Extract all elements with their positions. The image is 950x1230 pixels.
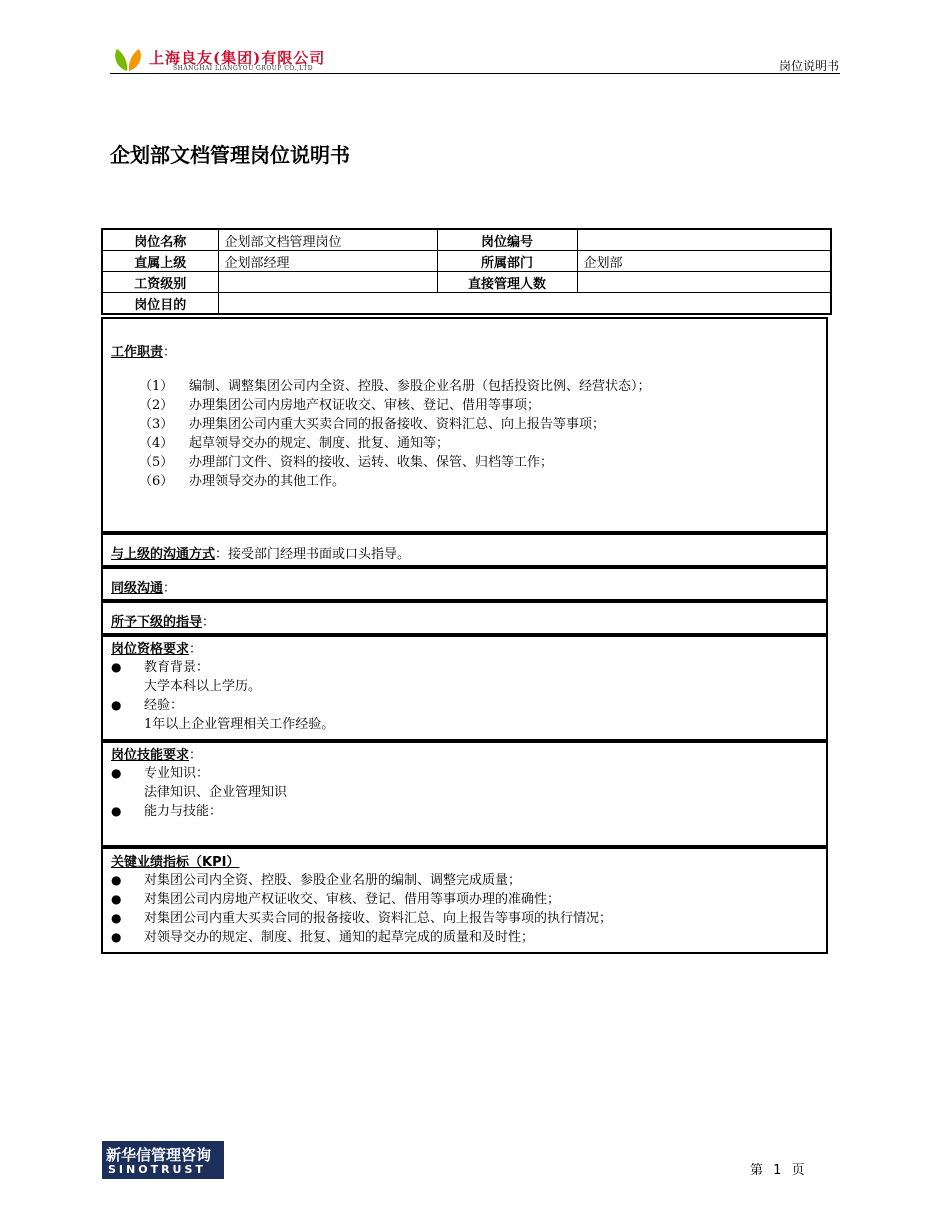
comm-superior-colon: ： — [215, 547, 229, 562]
header-rule — [110, 73, 840, 74]
page-suffix: 页 — [791, 1163, 805, 1178]
comm-peer-title: 同级沟通 — [111, 581, 164, 596]
duties-colon: ： — [163, 345, 177, 360]
duties-heading — [111, 341, 176, 360]
duty-text: 起草领导交办的规定、制度、批复、通知等； — [189, 436, 450, 451]
list-item — [111, 907, 612, 926]
kpi-section — [101, 847, 828, 954]
edu-value: 大学本科以上学历。 — [144, 679, 262, 694]
superior-label: 直属上级 — [102, 251, 218, 272]
duty-item — [139, 413, 605, 432]
superior-value: 企划部经理 — [218, 251, 437, 272]
guidance-colon: ： — [202, 615, 216, 630]
qualification-colon: ： — [189, 642, 203, 657]
comm-superior-text: 接受部门经理书面或口头指导。 — [228, 547, 411, 562]
job-name-label: 岗位名称 — [102, 229, 218, 251]
duty-text: 办理集团公司内房地产权证收交、审核、登记、借用等事项； — [189, 398, 541, 413]
salary-value — [218, 272, 437, 293]
list-item — [111, 888, 560, 907]
kpi-text: 对集团公司内房地产权证收交、审核、登记、借用等事项办理的准确性； — [144, 892, 561, 907]
job-name-value: 企划部文档管理岗位 — [218, 229, 437, 251]
duty-text: 编制、调整集团公司内全资、控股、参股企业名册（包括投资比例、经营状态）； — [189, 379, 651, 394]
direct-reports-value — [577, 272, 831, 293]
kpi-title: 关键业绩指标（KPI） — [111, 855, 240, 870]
duty-num: （2） — [139, 398, 174, 413]
comm-peer-line — [111, 577, 176, 596]
guidance-line — [111, 611, 215, 630]
knowledge-label: 专业知识： — [144, 766, 210, 781]
guidance-section — [101, 601, 828, 635]
duty-num: （5） — [139, 455, 174, 470]
qualification-heading — [111, 638, 202, 657]
qualification-section — [101, 635, 828, 741]
duty-text: 办理集团公司内重大买卖合同的报备接收、资料汇总、向上报告等事项； — [189, 417, 606, 432]
bullet-icon: ● — [111, 873, 122, 887]
job-info-table — [101, 228, 832, 315]
comm-peer-section — [101, 567, 828, 601]
sinotrust-logo — [102, 1141, 224, 1179]
page-number — [750, 1159, 805, 1178]
edu-label: 教育背景： — [144, 660, 210, 675]
company-name-en: SHANGHAI LIANGYOU GROUP CO.,LTD — [173, 65, 314, 72]
comm-superior-section — [101, 533, 828, 567]
salary-label: 工资级别 — [102, 272, 218, 293]
duty-item — [139, 432, 449, 451]
knowledge-value: 法律知识、企业管理知识 — [144, 785, 288, 800]
job-code-label: 岗位编号 — [437, 229, 577, 251]
sinotrust-logo-cn: 新华信管理咨询 — [106, 1146, 212, 1164]
duty-item — [139, 375, 651, 394]
bullet-icon: ● — [111, 766, 122, 780]
purpose-label: 岗位目的 — [102, 293, 218, 315]
duties-section — [101, 317, 828, 533]
job-code-value — [577, 229, 831, 251]
header-doc-type: 岗位说明书 — [778, 59, 839, 73]
bullet-icon: ● — [111, 892, 122, 906]
direct-reports-label: 直接管理人数 — [437, 272, 577, 293]
duty-num: （6） — [139, 474, 174, 489]
skills-colon: ： — [189, 748, 203, 763]
sinotrust-logo-en: SINOTRUST — [108, 1163, 206, 1176]
leaf-logo-icon — [113, 47, 143, 73]
ability-label: 能力与技能： — [144, 804, 223, 819]
dept-label: 所属部门 — [437, 251, 577, 272]
list-item — [111, 656, 209, 675]
duty-item — [139, 470, 345, 489]
bullet-icon: ● — [111, 804, 122, 818]
company-logo — [113, 45, 353, 75]
page-title: 企划部文档管理岗位说明书 — [110, 143, 350, 167]
duty-text: 办理领导交办的其他工作。 — [189, 474, 346, 489]
page-prefix: 第 — [750, 1163, 764, 1178]
table-row — [102, 293, 831, 315]
exp-label: 经验： — [144, 698, 184, 713]
duties-title: 工作职责 — [111, 345, 164, 360]
skills-heading — [111, 744, 202, 763]
duty-num: （3） — [139, 417, 174, 432]
duty-num: （4） — [139, 436, 174, 451]
skills-title: 岗位技能要求 — [111, 748, 190, 763]
bullet-icon: ● — [111, 698, 122, 712]
company-name-cn: 上海良友(集团)有限公司 — [149, 49, 326, 67]
comm-superior-title: 与上级的沟通方式 — [111, 547, 216, 562]
list-item — [111, 694, 183, 713]
kpi-text: 对集团公司内全资、控股、参股企业名册的编制、调整完成质量； — [144, 873, 522, 888]
kpi-text: 对领导交办的规定、制度、批复、通知的起草完成的质量和及时性； — [144, 930, 535, 945]
kpi-text: 对集团公司内重大买卖合同的报备接收、资料汇总、向上报告等事项的执行情况； — [144, 911, 613, 926]
exp-value: 1年以上企业管理相关工作经验。 — [144, 717, 335, 732]
duty-num: （1） — [139, 379, 174, 394]
table-row — [102, 229, 831, 251]
comm-superior-line — [111, 543, 410, 562]
table-row — [102, 272, 831, 293]
duty-item — [139, 451, 553, 470]
duty-item — [139, 394, 540, 413]
list-item — [111, 800, 222, 819]
dept-value: 企划部 — [577, 251, 831, 272]
bullet-icon: ● — [111, 911, 122, 925]
purpose-value — [218, 293, 831, 315]
qualification-title: 岗位资格要求 — [111, 642, 190, 657]
list-item — [111, 762, 209, 781]
table-row — [102, 251, 831, 272]
skills-section — [101, 741, 828, 847]
comm-peer-colon: ： — [163, 581, 177, 596]
page-number-value: 1 — [773, 1163, 782, 1178]
duty-text: 办理部门文件、资料的接收、运转、收集、保管、归档等工作； — [189, 455, 554, 470]
bullet-icon: ● — [111, 930, 122, 944]
kpi-heading — [111, 851, 239, 870]
list-item — [111, 869, 521, 888]
guidance-title: 所予下级的指导 — [111, 615, 203, 630]
bullet-icon: ● — [111, 660, 122, 674]
list-item — [111, 926, 534, 945]
